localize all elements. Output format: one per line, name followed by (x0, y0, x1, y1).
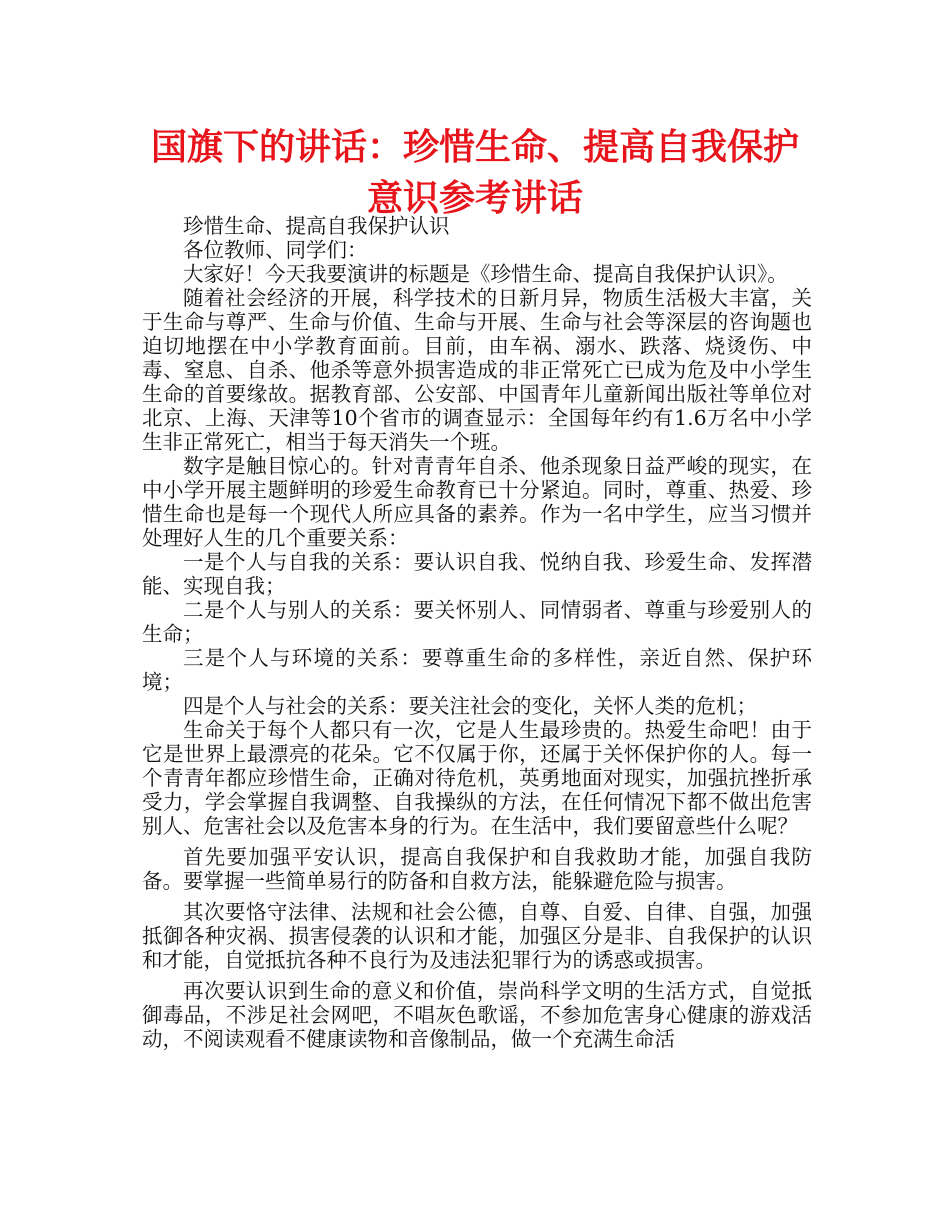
title-line-1: 国旗下的讲话：珍惜生命、提高自我保护 (150, 127, 799, 168)
body-paragraph: 数字是触目惊心的。针对青青年自杀、他杀现象日益严峻的现实，在中小学开展主题鲜明的珍爱生命教育已十分紧迫。同时，尊重、热爱、珍惜生命也是每一个现代人所应具备的素养。作为一名中学生，应当习惯并处理好人生的几个重要关系： (142, 454, 812, 550)
subtitle-paragraph: 珍惜生命、提高自我保护认识 (183, 214, 450, 238)
relationship-item-1: 一是个人与自我的关系：要认识自我、悦纳自我、珍爱生命、发挥潜能、实现自我； (142, 550, 812, 598)
document-body (142, 214, 812, 1051)
relationship-item-4: 四是个人与社会的关系：要关注社会的变化，关怀人类的危机； (183, 694, 757, 718)
title-line-2: 意识参考讲话 (366, 178, 583, 219)
greeting-paragraph: 大家好！今天我要演讲的标题是《珍惜生命、提高自我保护认识》。 (183, 262, 788, 286)
body-paragraph: 其次要恪守法律、法规和社会公德，自尊、自爱、自律、自强，加强抵御各种灾祸、损害侵袭的认识和才能，加强区分是非、自我保护的认识和才能，自觉抵抗各种不良行为及违法犯罪行为的诱惑或损害。 (142, 900, 812, 972)
body-paragraph: 生命关于每个人都只有一次，它是人生最珍贵的。热爱生命吧！由于它是世界上最漂亮的花朵。它不仅属于你，还属于关怀保护你的人。每一个青青年都应珍惜生命，正确对待危机，英勇地面对现实，加强抗挫折承受力，学会掌握自我调整、自我操纵的方法，在任何情况下都不做出危害别人、危害社会以及危害本身的行为。在生活中，我们要留意些什么呢？ (142, 718, 812, 838)
relationship-item-3: 三是个人与环境的关系：要尊重生命的多样性，亲近自然、保护环境； (142, 646, 812, 694)
body-paragraph: 再次要认识到生命的意义和价值，崇尚科学文明的生活方式，自觉抵御毒品，不涉足社会网吧，不唱灰色歌谣，不参加危害身心健康的游戏活动，不阅读观看不健康读物和音像制品，做一个充满生命活 (142, 979, 812, 1051)
salutation-paragraph: 各位教师、同学们： (183, 238, 368, 262)
relationship-item-2: 二是个人与别人的关系：要关怀别人、同情弱者、尊重与珍爱别人的生命； (142, 598, 812, 646)
document-title (120, 122, 830, 224)
body-paragraph: 随着社会经济的开展，科学技术的日新月异，物质生活极大丰富，关于生命与尊严、生命与价值、生命与开展、生命与社会等深层的咨询题也迫切地摆在中小学教育面前。目前，由车祸、溺水、跌落、烧烫伤、中毒、窒息、自杀、他杀等意外损害造成的非正常死亡已成为危及中小学生生命的首要缘故。据教育部、公安部、中国青年儿童新闻出版社等单位对北京、上海、天津等10个省市的调查显示：全国每年约有1.6万名中小学生非正常死亡，相当于每天消失一个班。 (142, 286, 812, 454)
body-paragraph: 首先要加强平安认识，提高自我保护和自我救助才能，加强自我防备。要掌握一些简单易行的防备和自救方法，能躲避危险与损害。 (142, 845, 812, 893)
